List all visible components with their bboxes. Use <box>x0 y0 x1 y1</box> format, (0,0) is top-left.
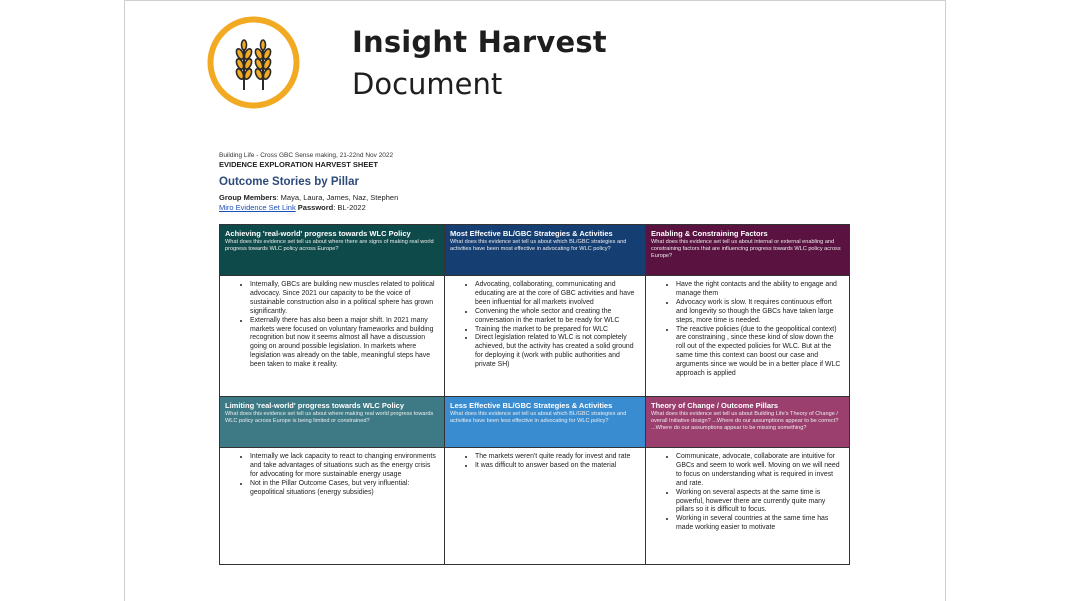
bullet-list <box>230 281 438 370</box>
outcome-title: Outcome Stories by Pillar <box>219 176 359 188</box>
header-row-2 <box>220 397 850 448</box>
group-members <box>219 193 839 203</box>
harvest-grid <box>219 224 850 565</box>
cell-body <box>445 448 646 565</box>
bullet-item: • Advocacy work is slow. It requires continuous effort and longevity so though the GBCs have taken large steps, more time is needed. <box>676 299 843 326</box>
cell-title: Achieving 'real-world' progress towards WLC Policy <box>225 229 411 238</box>
cell-subtitle: What does this evidence set tell us about where making real world progress towards WLC policy across Europe is being limited or constrained? <box>225 411 434 424</box>
password-value: : BL-2022 <box>333 203 366 212</box>
cell-header <box>445 225 646 276</box>
bullet-item: • Training the market to be prepared for WLC <box>475 326 639 335</box>
cell-title: Limiting 'real-world' progress towards WLC Policy <box>225 401 405 410</box>
bullet-list <box>455 281 639 370</box>
header-row-1 <box>220 225 850 276</box>
bullet-item: • Externally there has also been a major shift. In 2021 many markets were focused on voluntary frameworks and building recognition but now it seems almost all have a discussion going on around possible legislation. In markets where legislation was already on the table, meaningful steps have been taken to make it reality. <box>250 317 438 370</box>
cell-subtitle: What does this evidence set tell us about where there are signs of making real world progress towards WLC policy across Europe? <box>225 239 434 252</box>
miro-evidence-link[interactable]: Miro Evidence Set Link <box>219 203 296 212</box>
bullet-item: • It was difficult to answer based on the material <box>475 462 639 471</box>
bullet-list <box>455 453 639 471</box>
page-title: Insight Harvest <box>352 25 607 59</box>
bullet-item: • Communicate, advocate, collaborate are intuitive for GBCs and seem to work well. Moving on we will need to focus on understanding what is required in invest and rate. <box>676 453 843 489</box>
cell-body <box>445 276 646 397</box>
cell-title: Most Effective BL/GBC Strategies & Activities <box>450 229 613 238</box>
cell-subtitle: What does this evidence set tell us about Building Life's Theory of Change / overall Initiative design? ...Where do our assumptions appear to be correct? ...Where do our assumptions appear to be missing something? <box>651 411 839 431</box>
cell-header <box>646 397 850 448</box>
cell-title: Theory of Change / Outcome Pillars <box>651 401 779 410</box>
bullet-item: • The markets weren't quite ready for invest and rate <box>475 453 639 462</box>
bullet-list <box>230 453 438 498</box>
bullet-item: • Internally we lack capacity to react to changing environments and take advantages of situations such as the energy crisis for advocating for more sustainable energy usage <box>250 453 438 480</box>
cell-title: Less Effective BL/GBC Strategies & Activities <box>450 401 613 410</box>
cell-body <box>220 276 445 397</box>
body-row-2 <box>220 448 850 565</box>
bullet-item: • Convening the whole sector and creating the conversation in the market to be ready for WLC <box>475 308 639 326</box>
bullet-item: • The reactive policies (due to the geopolitical context) are constraining , since these kind of slow down the roll out of the expected policies for WLC. But at the same time this context can boost our case and arguments since we would be in a better place if WLC approach is applied <box>676 326 843 379</box>
wheat-icon <box>207 16 300 109</box>
bullet-item: • Direct legislation related to WLC is not completely achieved, but the activity has created a solid ground for deploying it (work with public authorities and private SH) <box>475 334 639 370</box>
password-label: Password <box>297 203 334 212</box>
bullet-item: • Working in several countries at the same time has made working easier to motivate <box>676 515 843 533</box>
bullet-item: • Have the right contacts and the ability to engage and manage them <box>676 281 843 299</box>
cell-body <box>220 448 445 565</box>
cell-header <box>220 225 445 276</box>
cell-header <box>220 397 445 448</box>
bullet-list <box>656 453 843 533</box>
bullet-list <box>656 281 843 379</box>
sheet-title: EVIDENCE EXPLORATION HARVEST SHEET <box>219 160 378 169</box>
bullet-item: • Internally, GBCs are building new muscles related to political advocacy. Since 2021 our capacity to be the voice of sustainable construction also in a political sphere has grown significantly. <box>250 281 438 317</box>
page-subtitle: Document <box>352 67 503 101</box>
cell-subtitle: What does this evidence set tell us about which BL/GBC strategies and activities have been most effective in advocating for WLC policy? <box>450 239 627 252</box>
body-row-1 <box>220 276 850 397</box>
evidence-link-row <box>219 203 839 213</box>
cell-body <box>646 448 850 565</box>
cell-header <box>445 397 646 448</box>
cell-subtitle: What does this evidence set tell us about internal or external enabling and constraining factors that are influencing progress towards WLC policy across Europe? <box>651 239 841 259</box>
cell-subtitle: What does this evidence set tell us about which BL/GBC strategies and activities have been less effective in advocating for WLC policy? <box>450 411 627 424</box>
group-names: : Maya, Laura, James, Naz, Stephen <box>276 193 399 202</box>
bullet-item: • Advocating, collaborating, communicating and educating are at the core of GBC activities and have been influential for all markets involved <box>475 281 639 308</box>
bullet-item: • Working on several aspects at the same time is powerful, however there are currently quite many pillars so it is difficult to focus. <box>676 489 843 516</box>
cell-body <box>646 276 850 397</box>
cell-header <box>646 225 850 276</box>
group-label: Group Members <box>219 193 277 202</box>
document-meta <box>219 152 839 213</box>
cell-title: Enabling & Constraining Factors <box>651 229 768 238</box>
context-line: Building Life - Cross GBC Sense making, 21-22nd Nov 2022 <box>219 152 394 159</box>
bullet-item: • Not in the Pillar Outcome Cases, but very influential: geopolitical situations (energy subsidies) <box>250 480 438 498</box>
